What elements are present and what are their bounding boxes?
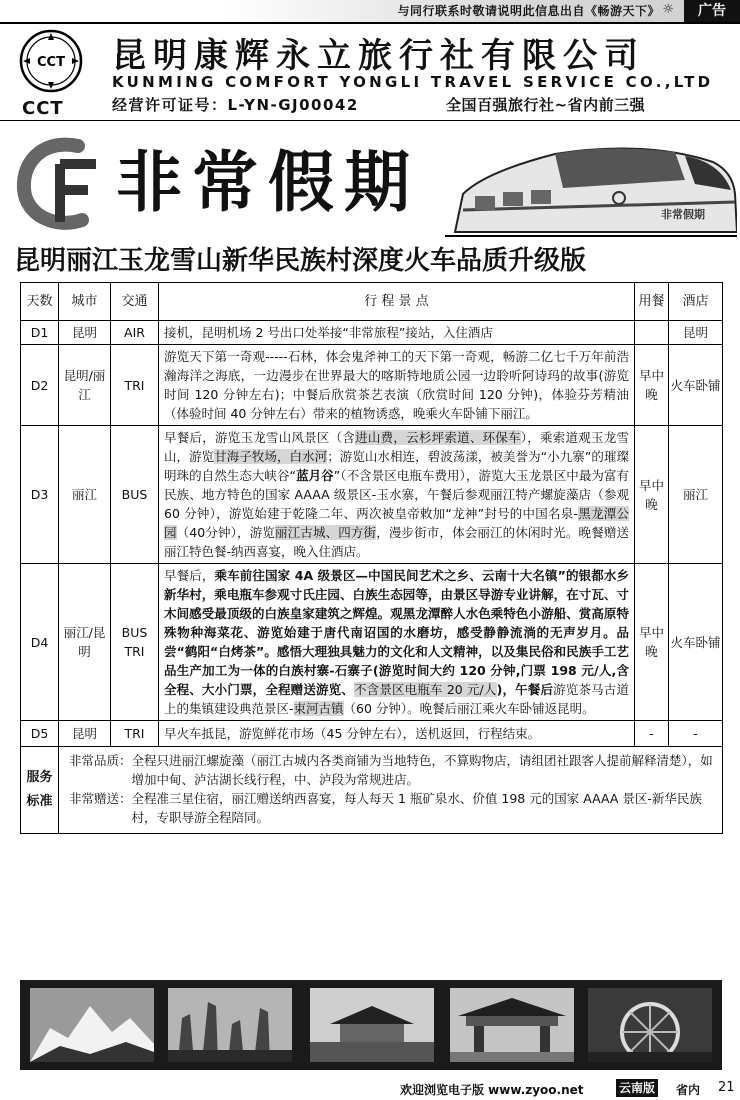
highlight-pasture: 甘海子牧场，白水河 [214,449,328,464]
itinerary-cell [159,564,635,721]
day-cell: D2 [21,345,59,426]
quality-label: 非常品质： [69,753,132,768]
transport-cell: BUS [111,426,159,564]
highlight-shuhe-town: 束河古镇 [293,701,344,716]
waterwheel-photo [588,988,712,1062]
meal-cell: 早中晚 [635,426,669,564]
text-segment: ；游览山水相连，碧波荡漾，被美誉为“小九寨”的璀璨明珠的自然生态大峡谷“ [164,449,629,483]
transport-cell: TRI [111,721,159,747]
hotel-cell: - [669,721,723,747]
company-rank: 全国百强旅行社~省内前三强 [446,96,646,114]
table-row [21,564,723,721]
top-banner [0,0,740,24]
quality-item [69,751,716,789]
meal-cell: - [635,721,669,747]
hotel-cell: 火车卧铺 [669,345,723,426]
table-row [21,426,723,564]
text-segment: 游览茶马古道上的集镇建设典范景区- [164,682,629,716]
header-itinerary: 行 程 景 点 [159,283,635,321]
bold-segment: )，午餐后 [496,682,554,697]
ad-badge: 广告 [684,0,740,22]
gift-label: 非常赠送： [69,791,132,806]
text-segment: ），乘索道观玉龙雪山，游览 [164,430,629,464]
license-number: 经营许可证号：L-YN-GJ00042 [112,96,359,114]
company-logo-icon [18,28,84,94]
header-meal: 用餐 [635,283,669,321]
day-cell: D4 [21,564,59,721]
table-row [21,321,723,345]
text-segment: ”（不含景区电瓶车费用），游览大玉龙景区中最为富有民族、地方特色的国家 AAAA 级景区-玉水寨，午餐后参观丽江特产螺旋藻店（参观 60 分钟），游览始建于乾隆二年、两次被皇帝敕加“龙神”封号的中国名泉- [164,468,629,521]
itinerary-table [20,282,723,834]
transport-cell: AIR [111,321,159,345]
text-segment: 早餐后， [164,568,215,583]
meal-cell [635,321,669,345]
header-day: 天数 [21,283,59,321]
service-label: 服务标准 [21,747,59,834]
text-segment: （40分钟），游览 [176,525,275,540]
company-name-en: KUNMING COMFORT YONGLI TRAVEL SERVICE CO.,LTD [112,73,714,91]
table-row [21,721,723,747]
gift-text: 全程准三星住宿，丽江赠送纳西喜宴，每人每天 1 瓶矿泉水、价值 198 元的国家 AAAA 景区-新华民族村，专职导游全程陪同。 [131,791,702,825]
train-label: 非常假期 [661,208,705,221]
itinerary-cell [159,426,635,564]
header-divider [0,120,740,121]
header-hotel: 酒店 [669,283,723,321]
meal-cell: 早中晚 [635,564,669,721]
day-cell: D3 [21,426,59,564]
city-cell: 昆明 [59,721,111,747]
service-content [59,747,723,834]
table-row [21,345,723,426]
snow-mountain-photo [30,988,154,1062]
pavilion-photo [310,988,434,1062]
highlight-old-town: 丽江古城、四方街 [275,525,377,540]
gift-item [69,789,716,827]
text-segment: 早餐后，游览玉龙雪山风景区（含 [164,430,356,445]
source-note: 与同行联系时敬请说明此信息出自《畅游天下》 [397,4,660,18]
highlight-shuttle-fee: 不含景区电瓶车 20 元/人 [354,682,497,697]
itinerary-cell: 早火车抵昆，游览鲜花市场（45 分钟左右），送机返回，行程结束。 [159,721,635,747]
text-segment: （60 分钟）。晚餐后丽江乘火车卧铺返昆明。 [343,701,595,716]
day-cell: D1 [21,321,59,345]
page-footer [0,1078,740,1100]
highlight-inclusions: 进山费，云杉坪索道、环保车 [355,430,521,445]
footer-site: 欢迎浏览电子版 www.zyoo.net [400,1083,584,1097]
logo-label: CCT [22,98,64,119]
meal-cell: 早中晚 [635,345,669,426]
gate-photo [450,988,574,1062]
transport-cell: TRI [111,345,159,426]
section-label: 省内 [676,1083,701,1097]
day-cell: D5 [21,721,59,747]
city-cell: 丽江/昆明 [59,564,111,721]
province-badge: 云南版 [616,1079,658,1097]
quality-text: 全程只进丽江螺旋藻（丽江古城内各类商铺为当地特色，不算购物店，请组团社跟客人提前解释清楚），如增加中甸、泸沽湖长线行程，中、泸段为常规进店。 [131,753,713,787]
itinerary-cell: 接机，昆明机场 2 号出口处举接“非常旅程”接站，入住酒店 [159,321,635,345]
bold-segment: 乘车前往国家 4A 级景区—中国民间艺术之乡、云南十大名镇”的银都水乡新华村，乘电瓶车参观寸氏庄园、白族生态园等，由景区导游专业讲解，在寸瓦、寸木间感受最顶级的白族皇家建筑之辉煌。观黑龙潭醉人水色乘特色小游船、赏高原特殊物种海菜花、游览始建于唐代南诏国的水磨坊，感受静静流淌的无声岁月。品尝“鹤阳“白烤茶”。感悟大理独具魅力的文化和人文精神，以及集民俗和民族手工艺品生产加工为一体的白族村寨-石寨子(游览时间大约 120 分钟,门票 198 元/人,含全程、大小门票，全程赠送游览、 [164,568,629,697]
brand-title: 非常假期 [116,143,420,221]
highlight-black-dragon-pool: 黑龙潭公园 [164,506,629,540]
sun-icon: ☼ [662,2,674,17]
text-segment: ，漫步街市，体会丽江的休闲时光。晚餐赠送丽江特色餐-纳西喜宴，晚入住酒店。 [164,525,629,559]
itinerary-cell: 游览天下第一奇观-----石林，体会鬼斧神工的天下第一奇观，畅游二亿七千万年前浩瀚海洋之海底，一边漫步在世界最大的喀斯特地质公园一边聆听阿诗玛的故事(游览时间 120 分钟左右)；中餐后欣赏茶艺表演（欣赏时间 120 分钟)，体验芬芳精油（体验时间 40 分钟左右）带来的植物诱惑，晚乘火车卧铺下丽江。 [159,345,635,426]
header-city: 城市 [59,283,111,321]
header-transport: 交通 [111,283,159,321]
service-standard-row [21,747,723,834]
company-name-cn: 昆明康辉永立旅行社有限公司 [112,36,645,76]
hotel-cell: 丽江 [669,426,723,564]
hotel-cell: 火车卧铺 [669,564,723,721]
table-header-row [21,283,723,321]
city-cell: 昆明 [59,321,111,345]
city-cell: 昆明/丽江 [59,345,111,426]
transport-cell: BUS TRI [111,564,159,721]
train-illustration [445,132,737,244]
brand-cf-logo-icon [16,134,106,234]
page-number: 21 [718,1080,735,1095]
stone-forest-photo [168,988,292,1062]
hotel-cell: 昆明 [669,321,723,345]
photo-strip [20,980,722,1070]
logo-text: CCT [37,55,65,70]
route-title: 昆明丽江玉龙雪山新华民族村深度火车品质升级版 [14,246,587,276]
city-cell: 丽江 [59,426,111,564]
highlight-blue-moon-valley: 蓝月谷 [296,468,334,483]
